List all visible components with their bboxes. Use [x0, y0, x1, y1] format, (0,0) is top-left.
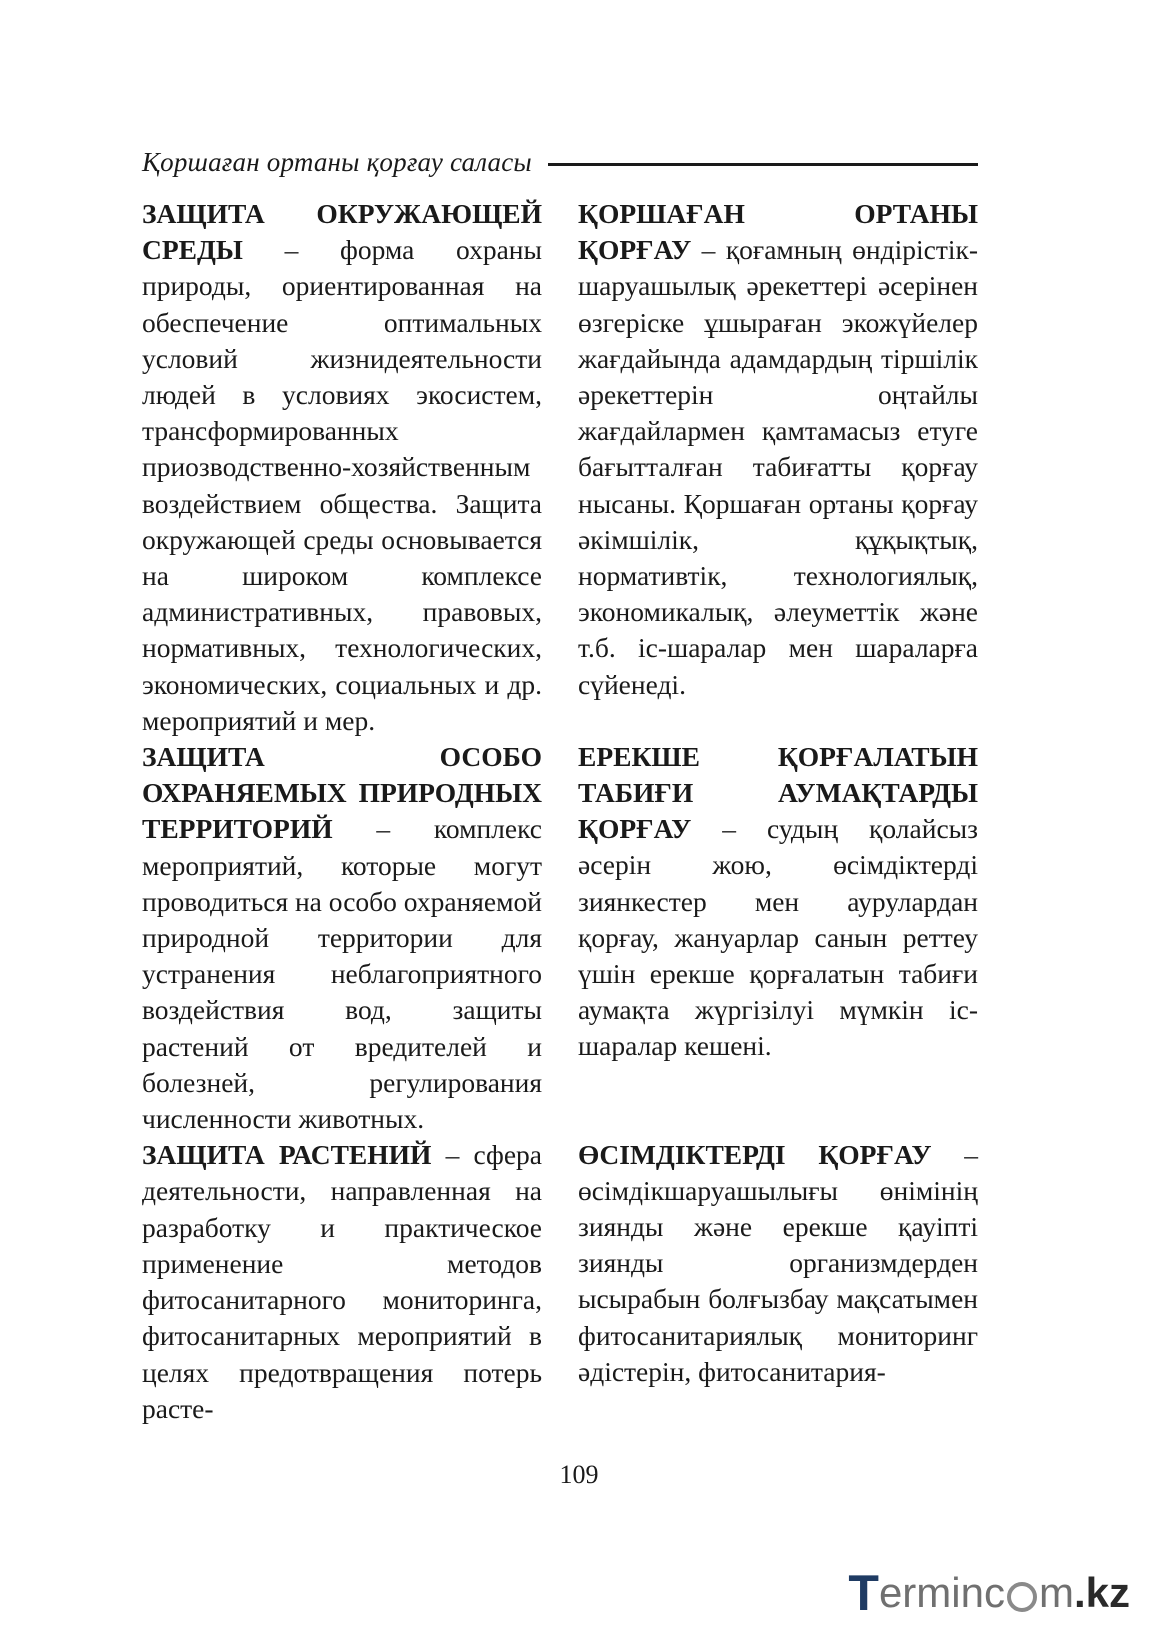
entry-definition: – форма охраны природы, ориентированная на обеспечение оптимальных условий жизнидеятельности людей в условиях экосистем, трансформированных приозводственно-хозяйственным воздействием общества. Защита окружающей среды основывается на широком комплексе административных, правовых, нормативных, технологических, экономических, социальных и др. мероприятий и мер. [142, 234, 542, 736]
glossary-entry [578, 739, 978, 1065]
entry-definition: – судың қолайсыз әсерін жою, өсімдіктерді зиянкестер мен аурулардан қорғау, жануарлар санын реттеу үшін ерекше қорғалатын табиғи аумақта жүргізілуі мүмкін іс-шаралар кешені. [578, 813, 978, 1062]
entry-definition: – өсімдікшаруашылығы өнімінің зиянды және ерекше қауіпті зиянды организмдерден ысырабын болғызбау мақсатымен фитосанитариялық мониторинг әдістерін, фитосанитария- [578, 1138, 978, 1387]
header-rule [548, 163, 978, 166]
section-title: Қоршаған ортаны қорғау саласы [142, 146, 532, 177]
entry-definition: – сфера деятельности, направленная на разработку и практическое применение методов фитосанитарного мониторинга, фитосанитарных мероприятий в целях предотвращения потерь расте- [142, 1139, 542, 1424]
glossary-entry [142, 1137, 542, 1427]
entry-term: ЗАЩИТА РАСТЕНИЙ [142, 1139, 432, 1171]
entry-definition: – қоғамның өндірістік-шаруашылық әрекеттері әсерінен өзгеріске ұшыраған экожүйелер жағдайында адамдардың тіршілік әрекеттерін оңтайлы жағдайлармен қамтамасыз етуге бағытталған табиғатты қорғау нысаны. Қоршаған ортаны қорғау әкімшілік, құқықтық, нормативтік, технологиялық, экономикалық, әлеуметтік және т.б. іс-шаралар мен шараларға сүйенеді. [578, 234, 978, 700]
glossary-entry [142, 739, 542, 1137]
glossary-entry [578, 1137, 978, 1390]
running-header [142, 142, 978, 182]
right-column [578, 196, 978, 1390]
entry-term: ЗАЩИТА ОКРУЖАЮЩЕЙ СРЕДЫ [142, 198, 542, 266]
site-watermark-logo: T erminc m .kz [848, 1565, 1130, 1621]
page-number: 109 [559, 1460, 599, 1489]
magnifier-icon [1007, 1582, 1037, 1612]
glossary-entry [578, 196, 978, 703]
entry-term: ЕРЕКШЕ ҚОРҒАЛАТЫН ТАБИҒИ АУМАҚТАРДЫ ҚОРҒАУ [578, 740, 978, 845]
left-column [142, 196, 542, 1427]
entry-term: ӨСІМДІКТЕРДІ ҚОРҒАУ [578, 1138, 932, 1170]
entry-term: ЗАЩИТА ОСОБО ОХРАНЯЕМЫХ ПРИРОДНЫХ ТЕРРИТОРИЙ [142, 741, 542, 845]
entry-term: ҚОРШАҒАН ОРТАНЫ ҚОРҒАУ [578, 198, 978, 266]
glossary-entry [142, 196, 542, 739]
entry-definition: – комплекс мероприятий, которые могут проводиться на особо охраняемой природной территории для устранения неблагоприятного воздействия вод, защиты растений от вредителей и болезней, регулирования численности животных. [142, 813, 542, 1135]
